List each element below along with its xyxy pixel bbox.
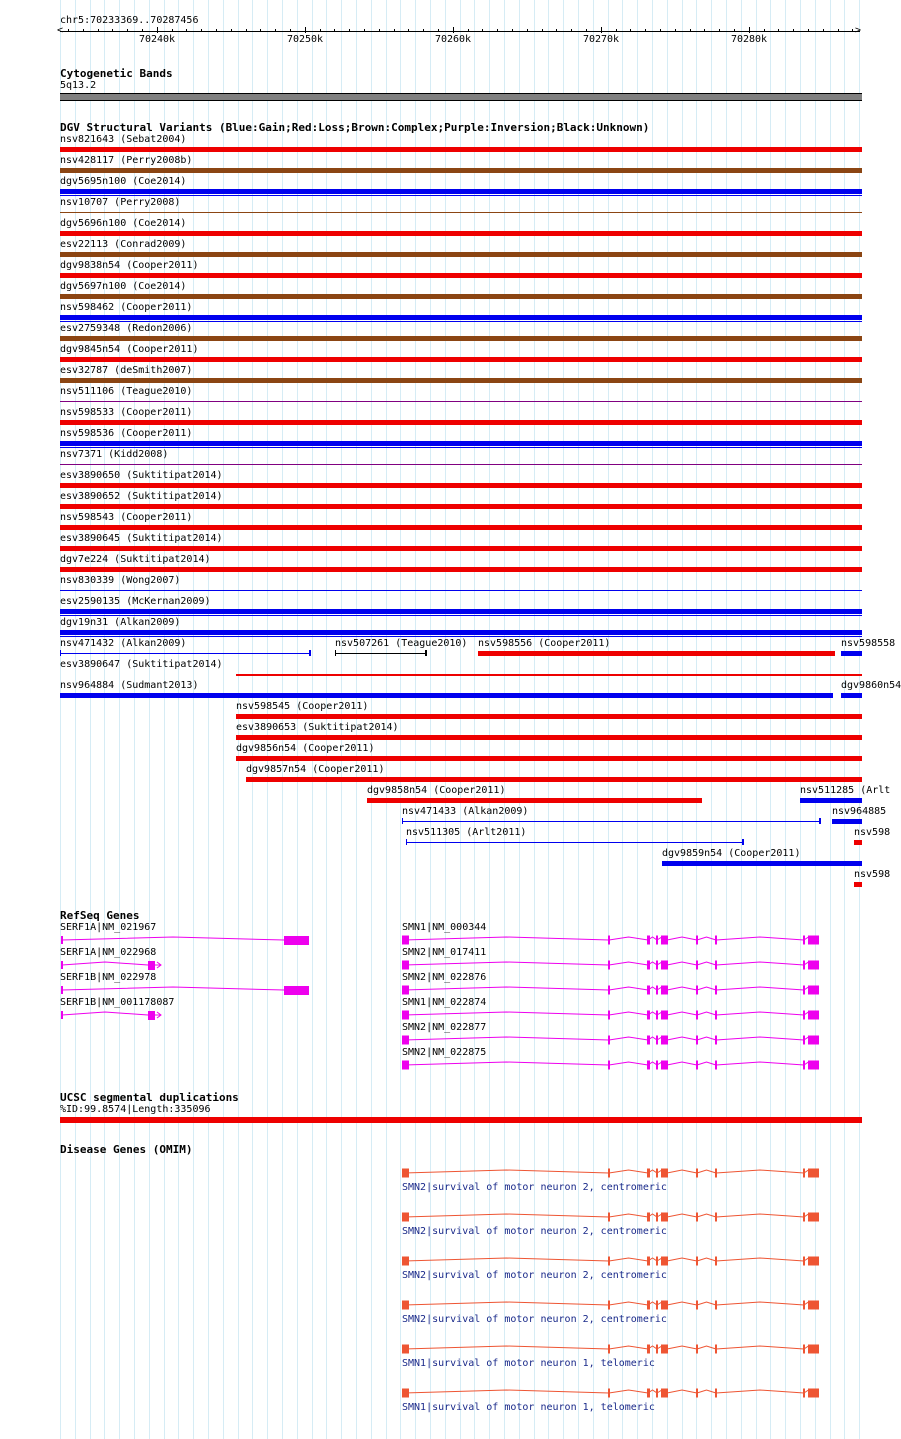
exon-block[interactable] — [656, 936, 658, 945]
intron-line — [697, 1012, 716, 1015]
dgv-variant-label: nsv598462 (Cooper2011) — [60, 302, 193, 313]
dgv-variant-label: dgv7e224 (Suktitipat2014) — [60, 554, 211, 565]
intron-line — [716, 1390, 804, 1393]
exon-block[interactable] — [808, 1061, 819, 1070]
intron-line — [716, 1302, 804, 1305]
exon-block[interactable] — [402, 1345, 409, 1354]
intron-line — [609, 1346, 648, 1349]
ruler-left-arrow: < — [57, 25, 64, 36]
exon-block[interactable] — [808, 1345, 819, 1354]
intron-line — [716, 962, 804, 965]
exon-block[interactable] — [608, 961, 610, 970]
intron-line — [404, 1258, 609, 1261]
exon-block[interactable] — [148, 961, 155, 970]
dgv-variant-label: dgv9838n54 (Cooper2011) — [60, 260, 199, 271]
intron-line — [667, 1302, 697, 1305]
exon-block[interactable] — [803, 1301, 805, 1310]
omim-gene-label[interactable]: SMN2|survival of motor neuron 2, centromeric — [402, 1314, 667, 1325]
dgv-variant-label: esv3890647 (Suktitipat2014) — [60, 659, 223, 670]
intron-line — [697, 1390, 716, 1393]
exon-block[interactable] — [715, 961, 717, 970]
dgv-variant-label: nsv7371 (Kidd2008) — [60, 449, 169, 460]
exon-block[interactable] — [608, 1011, 610, 1020]
exon-block[interactable] — [647, 1011, 650, 1020]
exon-block[interactable] — [661, 961, 668, 970]
exon-block[interactable] — [808, 936, 819, 945]
exon-block[interactable] — [696, 936, 698, 945]
exon-block[interactable] — [647, 961, 650, 970]
intron-line — [609, 1062, 648, 1065]
dgv-variant-label: esv2759348 (Redon2006) — [60, 323, 193, 334]
dgv-variant-label: dgv9857n54 (Cooper2011) — [246, 764, 385, 775]
refseq-gene-label: SMN1|NM_000344 — [402, 922, 487, 933]
dgv-variant-label: nsv471432 (Alkan2009) — [60, 638, 187, 649]
dgv-variant-label: nsv830339 (Wong2007) — [60, 575, 181, 586]
exon-block[interactable] — [647, 1213, 650, 1222]
exon-block[interactable] — [608, 936, 610, 945]
intron-line — [609, 1258, 648, 1261]
intron-line — [62, 987, 284, 990]
intron-line — [716, 1170, 804, 1173]
exon-block[interactable] — [608, 1169, 610, 1178]
exon-block[interactable] — [803, 936, 805, 945]
exon-block[interactable] — [402, 1036, 409, 1045]
exon-block[interactable] — [402, 1011, 409, 1020]
omim-gene-label[interactable]: SMN1|survival of motor neuron 1, telomeric — [402, 1358, 655, 1369]
segdup-bar[interactable] — [60, 1117, 862, 1123]
omim-gene-label[interactable]: SMN2|survival of motor neuron 2, centromeric — [402, 1270, 667, 1281]
intron-line — [697, 962, 716, 965]
exon-block[interactable] — [608, 1301, 610, 1310]
exon-block[interactable] — [715, 1257, 717, 1266]
exon-block[interactable] — [656, 986, 658, 995]
intron-line — [716, 937, 804, 940]
intron-line — [609, 987, 648, 990]
refseq-gene-label: SERF1B|NM_022978 — [60, 972, 157, 983]
omim-gene-label[interactable]: SMN2|survival of motor neuron 2, centromeric — [402, 1226, 667, 1237]
intron-line — [609, 937, 648, 940]
dgv-variant-label: dgv9845n54 (Cooper2011) — [60, 344, 199, 355]
intron-line — [716, 1258, 804, 1261]
dgv-variant-label: nsv511285 (Arlt — [800, 785, 891, 796]
omim-gene-label[interactable]: SMN2|survival of motor neuron 2, centromeric — [402, 1182, 667, 1193]
refseq-gene-label: SERF1B|NM_001178087 — [60, 997, 175, 1008]
exon-block[interactable] — [284, 936, 309, 945]
exon-block[interactable] — [656, 1011, 658, 1020]
exon-block[interactable] — [647, 1345, 650, 1354]
exon-block[interactable] — [803, 1213, 805, 1222]
intron-line — [404, 1062, 609, 1065]
intron-line — [667, 937, 697, 940]
intron-line — [404, 1390, 609, 1393]
exon-block[interactable] — [402, 986, 409, 995]
intron-line — [404, 1302, 609, 1305]
dgv-variant-label: nsv10707 (Perry2008) — [60, 197, 181, 208]
exon-block[interactable] — [696, 986, 698, 995]
exon-block[interactable] — [647, 986, 650, 995]
dgv-variant-label: nsv471433 (Alkan2009) — [402, 806, 529, 817]
exon-block[interactable] — [608, 1389, 610, 1398]
intron-line — [62, 1012, 148, 1015]
intron-line — [716, 1214, 804, 1217]
intron-line — [609, 1012, 648, 1015]
dgv-variant-label: dgv9860n54 — [841, 680, 901, 691]
exon-block[interactable] — [696, 1061, 698, 1070]
exon-block[interactable] — [661, 1301, 668, 1310]
intron-line — [667, 1346, 697, 1349]
dgv-variant-label: nsv598556 (Cooper2011) — [478, 638, 611, 649]
exon-block[interactable] — [608, 1257, 610, 1266]
intron-line — [697, 1062, 716, 1065]
intron-line — [609, 962, 648, 965]
dgv-variant-label: dgv19n31 (Alkan2009) — [60, 617, 181, 628]
exon-block[interactable] — [715, 1345, 717, 1354]
exon-block[interactable] — [715, 1061, 717, 1070]
refseq-gene-label: SERF1A|NM_021967 — [60, 922, 157, 933]
exon-block[interactable] — [661, 1061, 668, 1070]
exon-block[interactable] — [803, 1345, 805, 1354]
exon-block[interactable] — [808, 1213, 819, 1222]
exon-block[interactable] — [402, 1301, 409, 1310]
exon-block[interactable] — [803, 1257, 805, 1266]
exon-block[interactable] — [656, 1389, 658, 1398]
refseq-gene-label: SMN2|NM_017411 — [402, 947, 487, 958]
exon-block[interactable] — [61, 986, 63, 994]
exon-block[interactable] — [656, 961, 658, 970]
dgv-variant-label: nsv964885 — [832, 806, 887, 817]
refseq-gene-label: SMN2|NM_022875 — [402, 1047, 487, 1058]
intron-line — [697, 1346, 716, 1349]
exon-block[interactable] — [715, 936, 717, 945]
exon-block[interactable] — [608, 1213, 610, 1222]
exon-block[interactable] — [661, 1011, 668, 1020]
exon-block[interactable] — [715, 1011, 717, 1020]
intron-line — [609, 1037, 648, 1040]
exon-block[interactable] — [803, 986, 805, 995]
exon-block[interactable] — [803, 1011, 805, 1020]
exon-block[interactable] — [808, 1301, 819, 1310]
dgv-variant-label: esv2590135 (McKernan2009) — [60, 596, 211, 607]
ruler-tick-label: 70270k — [582, 34, 620, 45]
exon-block[interactable] — [608, 986, 610, 995]
exon-block[interactable] — [803, 1169, 805, 1178]
intron-line — [404, 1012, 609, 1015]
exon-block[interactable] — [647, 1061, 650, 1070]
intron-line — [667, 1390, 697, 1393]
exon-block[interactable] — [715, 1301, 717, 1310]
omim-track-title: Disease Genes (OMIM) — [60, 1143, 193, 1156]
exon-block[interactable] — [696, 1389, 698, 1398]
exon-block[interactable] — [647, 1389, 650, 1398]
dgv-variant-label: nsv598558 — [841, 638, 896, 649]
exon-block[interactable] — [696, 1169, 698, 1178]
exon-block[interactable] — [608, 1036, 610, 1045]
exon-block[interactable] — [661, 1345, 668, 1354]
intron-line — [404, 987, 609, 990]
exon-block[interactable] — [715, 1169, 717, 1178]
exon-block[interactable] — [656, 1036, 658, 1045]
exon-block[interactable] — [803, 961, 805, 970]
segdup-feature-label: %ID:99.8574|Length:335096 — [60, 1104, 211, 1115]
exon-block[interactable] — [808, 1257, 819, 1266]
refseq-gene-label: SMN1|NM_022874 — [402, 997, 487, 1008]
intron-line — [62, 962, 148, 965]
dgv-track-title: DGV Structural Variants (Blue:Gain;Red:Loss;Brown:Complex;Purple:Inversion;Black:Unknown) — [60, 121, 650, 134]
dgv-variant-label: esv3890645 (Suktitipat2014) — [60, 533, 223, 544]
intron-line — [716, 987, 804, 990]
exon-block[interactable] — [608, 1061, 610, 1070]
intron-line — [697, 1037, 716, 1040]
exon-block[interactable] — [647, 1257, 650, 1266]
exon-block[interactable] — [61, 961, 63, 969]
ruler-position-label: chr5:70233369..70287456 — [60, 15, 199, 26]
dgv-variant-label: esv3890650 (Suktitipat2014) — [60, 470, 223, 481]
dgv-variant-label: nsv821643 (Sebat2004) — [60, 134, 187, 145]
exon-block[interactable] — [808, 1036, 819, 1045]
exon-block[interactable] — [61, 1011, 63, 1019]
refseq-gene-label: SMN2|NM_022876 — [402, 972, 487, 983]
dgv-variant-label: esv3890652 (Suktitipat2014) — [60, 491, 223, 502]
intron-line — [716, 1012, 804, 1015]
intron-line — [697, 1214, 716, 1217]
exon-block[interactable] — [61, 936, 63, 944]
exon-block[interactable] — [803, 1036, 805, 1045]
intron-line — [667, 1170, 697, 1173]
refseq-gene-label: SERF1A|NM_022968 — [60, 947, 157, 958]
intron-line — [404, 1037, 609, 1040]
exon-block[interactable] — [715, 1389, 717, 1398]
intron-line — [609, 1214, 648, 1217]
ruler-tick-label: 70250k — [286, 34, 324, 45]
intron-line — [609, 1170, 648, 1173]
exon-block[interactable] — [661, 1213, 668, 1222]
exon-block[interactable] — [715, 1213, 717, 1222]
intron-line — [697, 1170, 716, 1173]
exon-block[interactable] — [696, 1301, 698, 1310]
ruler-tick-label: 70240k — [138, 34, 176, 45]
exon-block[interactable] — [696, 1036, 698, 1045]
dgv-variant-label: dgv9856n54 (Cooper2011) — [236, 743, 375, 754]
intron-line — [667, 962, 697, 965]
ruler-right-arrow: > — [855, 25, 862, 36]
dgv-variant-label: nsv598 — [854, 827, 891, 838]
intron-line — [667, 1214, 697, 1217]
dgv-variant-label: esv3890653 (Suktitipat2014) — [236, 722, 399, 733]
exon-block[interactable] — [402, 1213, 409, 1222]
exon-block[interactable] — [656, 1213, 658, 1222]
exon-block[interactable] — [647, 1169, 650, 1178]
dgv-variant-label: nsv598545 (Cooper2011) — [236, 701, 369, 712]
intron-line — [404, 1346, 609, 1349]
dgv-variant-label: nsv511305 (Arlt2011) — [406, 827, 527, 838]
exon-block[interactable] — [696, 1213, 698, 1222]
exon-block[interactable] — [661, 1257, 668, 1266]
refseq-gene-label: SMN2|NM_022877 — [402, 1022, 487, 1033]
intron-line — [404, 1170, 609, 1173]
cytobands-track-title: Cytogenetic Bands — [60, 67, 173, 80]
dgv-variant-label: nsv598543 (Cooper2011) — [60, 512, 193, 523]
exon-block[interactable] — [656, 1301, 658, 1310]
exon-block[interactable] — [808, 1169, 819, 1178]
dgv-variant-label: dgv5696n100 (Coe2014) — [60, 218, 187, 229]
dgv-variant-label: nsv598 — [854, 869, 891, 880]
intron-line — [404, 1214, 609, 1217]
dgv-variant-label: nsv598536 (Cooper2011) — [60, 428, 193, 439]
omim-gene-label[interactable]: SMN1|survival of motor neuron 1, telomeric — [402, 1402, 655, 1413]
intron-line — [667, 1037, 697, 1040]
intron-line — [404, 962, 609, 965]
exon-block[interactable] — [661, 1389, 668, 1398]
exon-block[interactable] — [647, 936, 650, 945]
dgv-variant-label: dgv9858n54 (Cooper2011) — [367, 785, 506, 796]
exon-block[interactable] — [661, 936, 668, 945]
exon-block[interactable] — [656, 1061, 658, 1070]
exon-block[interactable] — [402, 961, 409, 970]
intron-line — [609, 1390, 648, 1393]
ruler-tick-label: 70260k — [434, 34, 472, 45]
dgv-variant-label: nsv428117 (Perry2008b) — [60, 155, 193, 166]
exon-block[interactable] — [656, 1345, 658, 1354]
dgv-variant-label: dgv9859n54 (Cooper2011) — [662, 848, 801, 859]
exon-block[interactable] — [656, 1169, 658, 1178]
intron-line — [697, 1258, 716, 1261]
exon-block[interactable] — [696, 1257, 698, 1266]
intron-line — [609, 1302, 648, 1305]
cytoband-label: 5q13.2 — [60, 80, 97, 91]
exon-block[interactable] — [808, 1389, 819, 1398]
intron-line — [62, 937, 284, 940]
exon-block[interactable] — [696, 961, 698, 970]
dgv-variant-label: nsv507261 (Teague2010) — [335, 638, 468, 649]
intron-line — [667, 1012, 697, 1015]
intron-line — [697, 1302, 716, 1305]
dgv-variant-label: esv32787 (deSmith2007) — [60, 365, 193, 376]
exon-block[interactable] — [647, 1301, 650, 1310]
exon-block[interactable] — [715, 986, 717, 995]
intron-line — [667, 987, 697, 990]
exon-block[interactable] — [803, 1061, 805, 1070]
exon-block[interactable] — [808, 986, 819, 995]
intron-line — [716, 1062, 804, 1065]
dgv-variant-label: esv22113 (Conrad2009) — [60, 239, 187, 250]
exon-block[interactable] — [148, 1011, 155, 1020]
dgv-variant-label: dgv5695n100 (Coe2014) — [60, 176, 187, 187]
dgv-variant-label: nsv964884 (Sudmant2013) — [60, 680, 199, 691]
dgv-variant-label: nsv511106 (Teague2010) — [60, 386, 193, 397]
exon-block[interactable] — [696, 1345, 698, 1354]
exon-block[interactable] — [803, 1389, 805, 1398]
exon-block[interactable] — [402, 1169, 409, 1178]
intron-line — [667, 1062, 697, 1065]
intron-line — [697, 937, 716, 940]
intron-line — [716, 1346, 804, 1349]
segdup-track-title: UCSC segmental duplications — [60, 1091, 239, 1104]
exon-block[interactable] — [656, 1257, 658, 1266]
exon-block[interactable] — [808, 961, 819, 970]
dgv-variant-label: nsv598533 (Cooper2011) — [60, 407, 193, 418]
exon-block[interactable] — [284, 986, 309, 995]
exon-block[interactable] — [696, 1011, 698, 1020]
exon-block[interactable] — [608, 1345, 610, 1354]
intron-line — [404, 937, 609, 940]
exon-block[interactable] — [808, 1011, 819, 1020]
exon-block[interactable] — [661, 1036, 668, 1045]
exon-block[interactable] — [647, 1036, 650, 1045]
exon-block[interactable] — [402, 1061, 409, 1070]
exon-block[interactable] — [715, 1036, 717, 1045]
intron-line — [667, 1258, 697, 1261]
intron-line — [716, 1037, 804, 1040]
intron-line — [697, 987, 716, 990]
exon-block[interactable] — [402, 1389, 409, 1398]
dgv-variant-label: dgv5697n100 (Coe2014) — [60, 281, 187, 292]
exon-block[interactable] — [402, 936, 409, 945]
refseq-track-title: RefSeq Genes — [60, 909, 140, 922]
exon-block[interactable] — [402, 1257, 409, 1266]
exon-block[interactable] — [661, 1169, 668, 1178]
exon-block[interactable] — [661, 986, 668, 995]
ruler-tick-label: 70280k — [730, 34, 768, 45]
